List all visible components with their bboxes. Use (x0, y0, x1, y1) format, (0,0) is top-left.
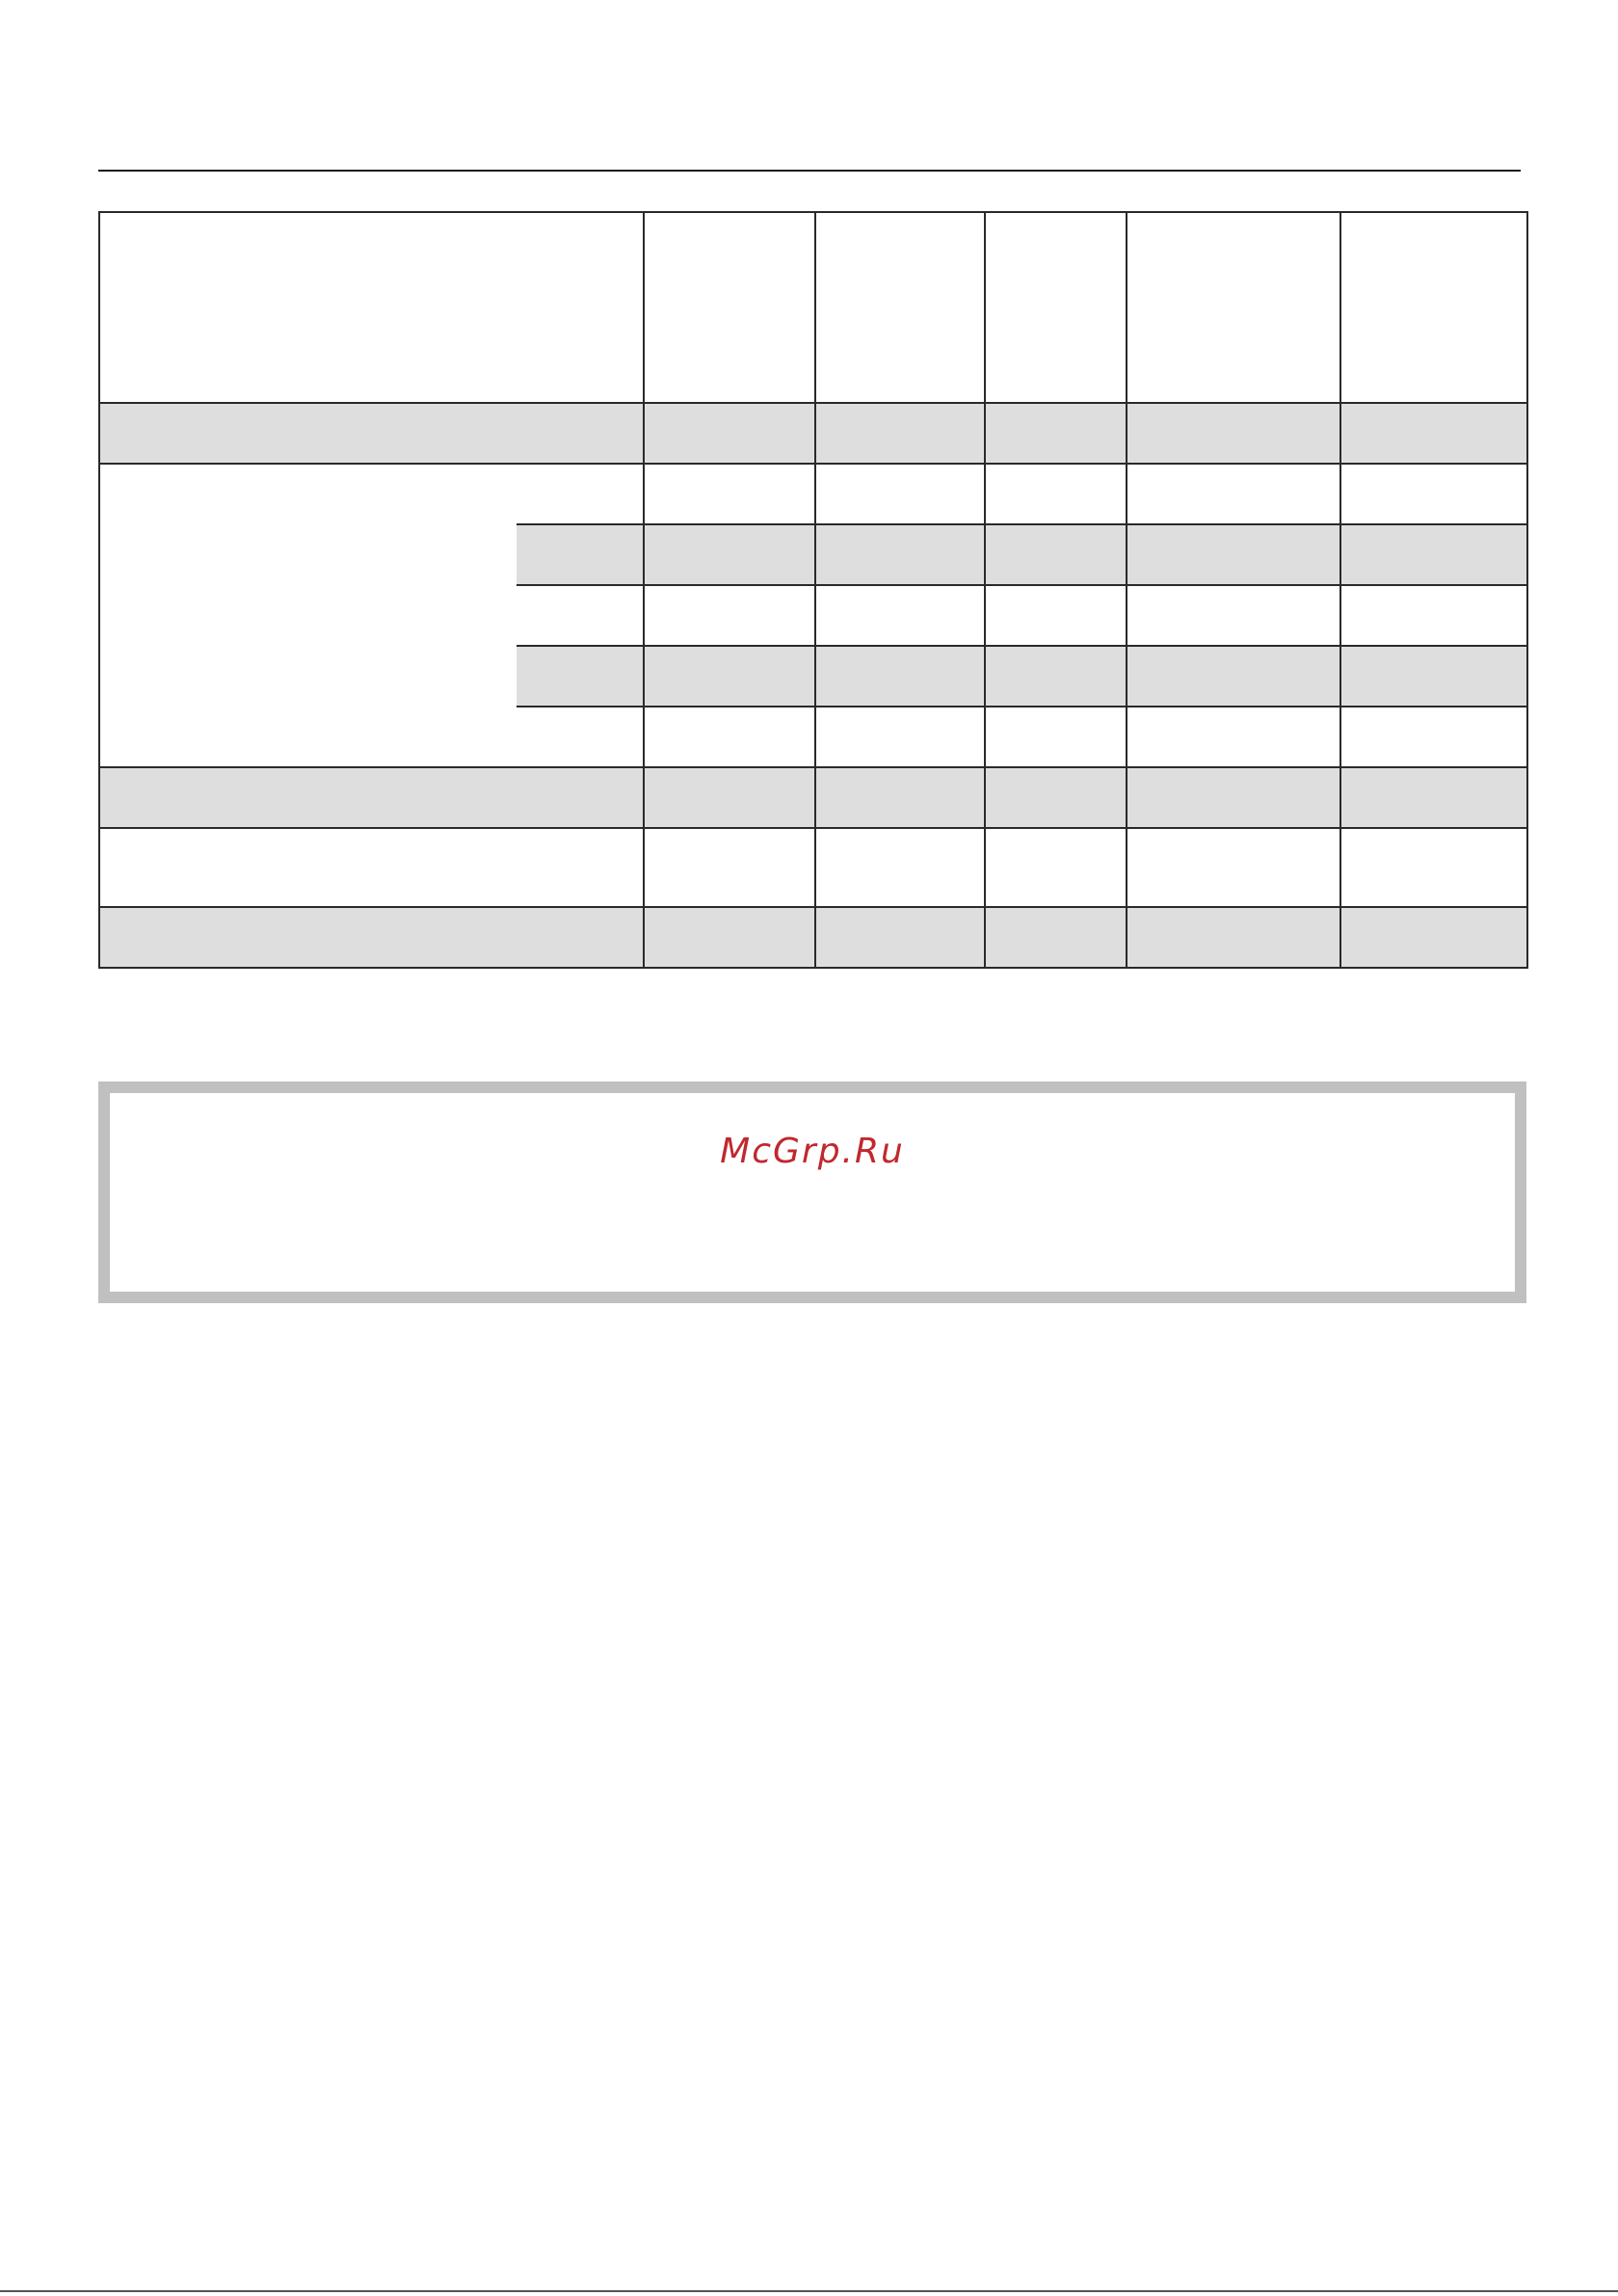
table-header-row (99, 212, 1527, 403)
notice-box (98, 1081, 1526, 1303)
header-cell-col-3 (985, 212, 1127, 403)
watermark-text: McGrp.Ru (720, 1132, 905, 1171)
table-row (99, 464, 1527, 524)
table-row (99, 907, 1527, 968)
header-cell-label (99, 212, 644, 403)
table-row (99, 767, 1527, 828)
table-row (99, 828, 1527, 907)
spec-table (98, 211, 1528, 969)
header-cell-col-4 (1127, 212, 1340, 403)
header-cell-col-1 (644, 212, 815, 403)
header-rule (98, 170, 1521, 172)
header-cell-col-5 (1340, 212, 1527, 403)
table-row (99, 403, 1527, 464)
footer-rule (0, 2290, 1618, 2292)
header-cell-col-2 (815, 212, 985, 403)
group-label-cell (99, 464, 517, 767)
